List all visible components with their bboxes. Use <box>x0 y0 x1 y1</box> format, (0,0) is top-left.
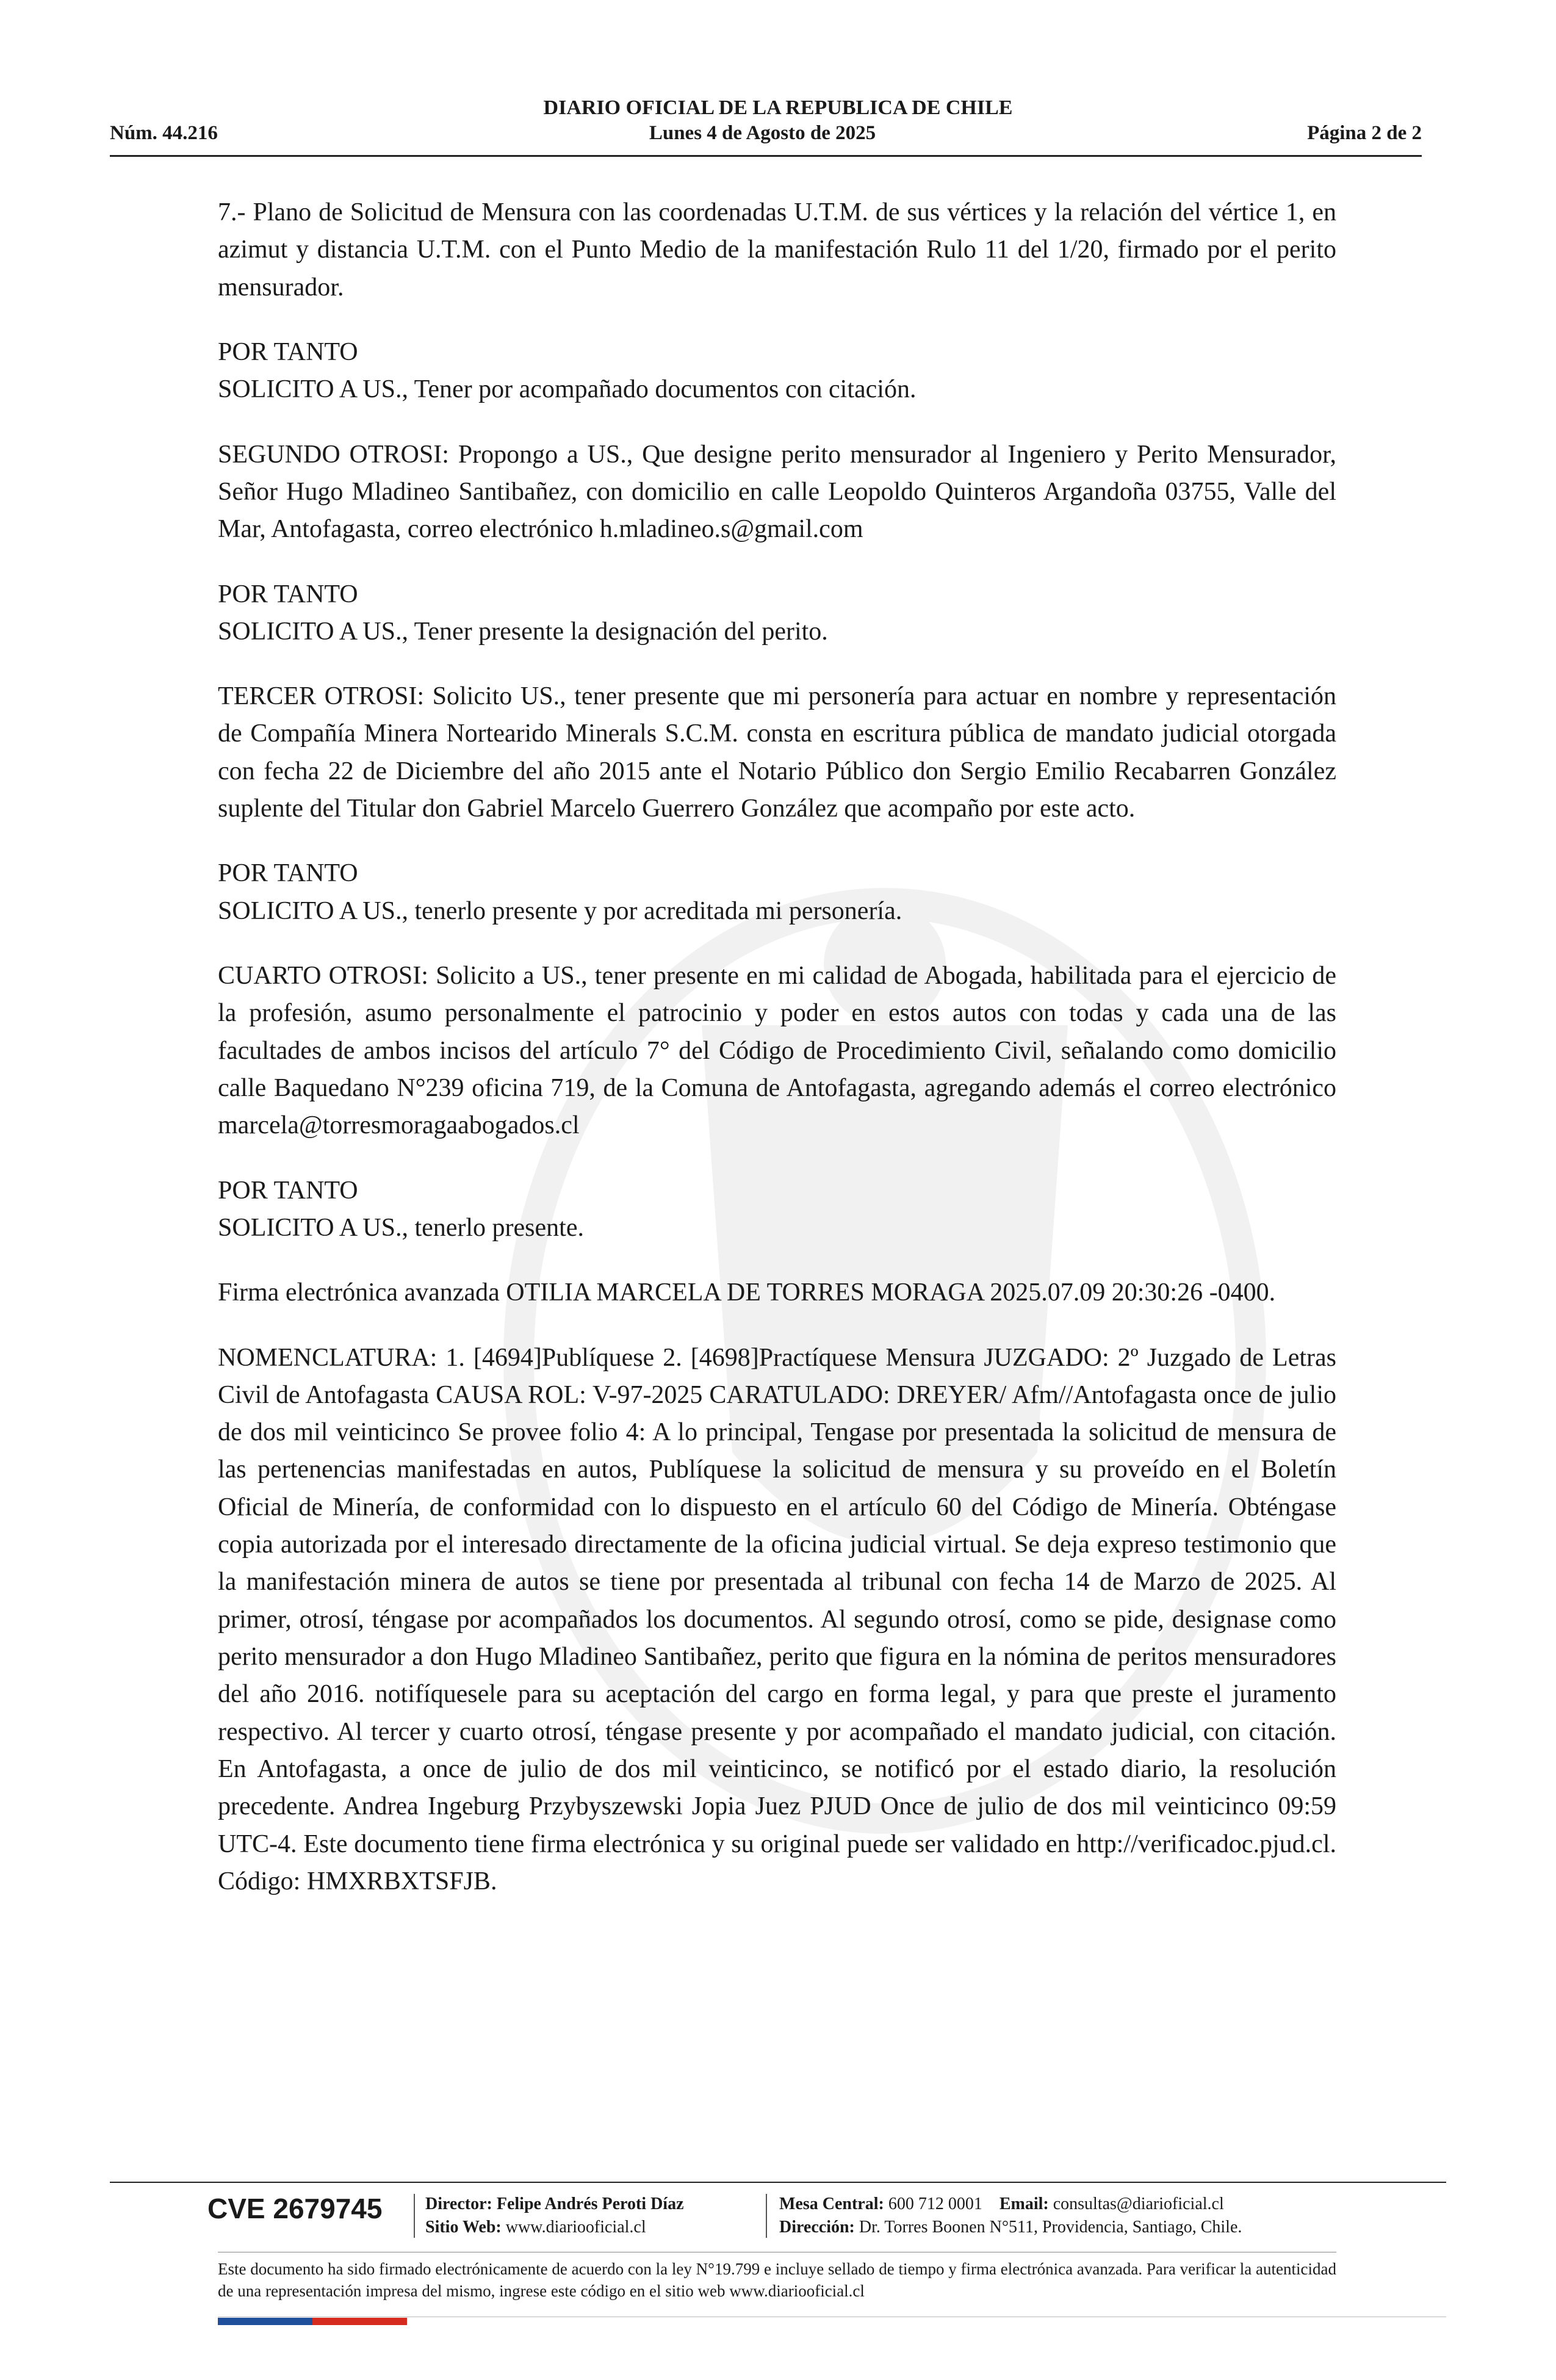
website-label: Sitio Web: <box>425 2218 502 2237</box>
address-value: Dr. Torres Boonen N°511, Providencia, Santiago, Chile. <box>859 2218 1242 2237</box>
chile-flag-stripe <box>218 2318 407 2325</box>
paragraph-segundo-otrosi: SEGUNDO OTROSI: Propongo a US., Que designe perito mensurador al Ingeniero y Perito Mensurador, Señor Hugo Mladineo Santibañez, con domicilio en calle Leopoldo Quinteros Argandoña 03755, Valle del Mar, Antofagasta, correo electrónico h.mladineo.s@gmail.com <box>218 440 1336 544</box>
paragraph-tercer-otrosi: TERCER OTROSI: Solicito US., tener presente que mi personería para actuar en nombre y representación de Compañía Minera Nortearido Minerals S.C.M. consta en escritura pública de mandato judicial otorgada con fecha 22 de Diciembre del año 2015 ante el Notario Público don Sergio Emilio Recabarren González suplente del Titular don Gabriel Marcelo Guerrero González que acompaño por este acto. <box>218 682 1336 823</box>
solicito-1: SOLICITO A US., Tener por acompañado documentos con citación. <box>218 375 917 404</box>
address-label: Dirección: <box>779 2218 855 2237</box>
footer-separator <box>766 2194 767 2238</box>
solicito-4: SOLICITO A US., tenerlo presente. <box>218 1213 584 1242</box>
flag-blue-stripe <box>218 2318 312 2325</box>
website-link[interactable]: www.diariooficial.cl <box>505 2218 646 2237</box>
por-tanto-4: POR TANTO <box>218 1176 358 1205</box>
header-divider <box>110 155 1422 157</box>
email-label: Email: <box>999 2194 1049 2213</box>
por-tanto-2: POR TANTO <box>218 580 358 608</box>
por-tanto-1: POR TANTO <box>218 337 358 366</box>
footer-divider <box>110 2182 1446 2183</box>
electronic-signature: Firma electrónica avanzada OTILIA MARCELA DE TORRES MORAGA 2025.07.09 20:30:26 -0400. <box>218 1278 1276 1307</box>
issue-number: Núm. 44.216 <box>110 122 218 144</box>
flag-red-stripe <box>312 2318 407 2325</box>
page-indicator: Página 2 de 2 <box>1307 122 1422 144</box>
director-label: Director: <box>425 2194 492 2213</box>
paragraph-item-7: 7.- Plano de Solicitud de Mensura con las coordenadas U.T.M. de sus vértices y la relación del vértice 1, en azimut y distancia U.T.M. con el Punto Medio de la manifestación Rulo 11 del 1/20, firmado por el perito mensurador. <box>218 198 1336 301</box>
director-name: Felipe Andrés Peroti Díaz <box>496 2194 684 2213</box>
mesa-central-label: Mesa Central: <box>779 2194 884 2213</box>
solicito-3: SOLICITO A US., tenerlo presente y por acreditada mi personería. <box>218 896 902 925</box>
newspaper-title: DIARIO OFICIAL DE LA REPUBLICA DE CHILE <box>543 96 1013 119</box>
email-link[interactable]: consultas@diarioficial.cl <box>1053 2194 1224 2213</box>
por-tanto-3: POR TANTO <box>218 859 358 888</box>
solicito-2: SOLICITO A US., Tener presente la designación del perito. <box>218 617 828 646</box>
footer-contact-block <box>779 2193 1242 2239</box>
footer-director-block <box>425 2193 684 2239</box>
paragraph-cuarto-otrosi: CUARTO OTROSI: Solicito a US., tener presente en mi calidad de Abogada, habilitada para el ejercicio de la profesión, asumo personalmente el patrocinio y poder en estos autos con todas y cada una de las facultades de ambos incisos del artículo 7° del Código de Procedimiento Civil, señalando como domicilio calle Baquedano N°239 oficina 719, de la Comuna de Antofagasta, agregando además el correo electrónico marcela@torresmoragaabogados.cl <box>218 962 1336 1140</box>
header-row <box>110 122 1422 145</box>
document-body <box>218 194 1336 1928</box>
issue-date: Lunes 4 de Agosto de 2025 <box>649 122 876 144</box>
mesa-central-phone: 600 712 0001 <box>888 2194 982 2213</box>
cve-code: CVE 2679745 <box>207 2193 383 2224</box>
paragraph-nomenclatura: NOMENCLATURA: 1. [4694]Publíquese 2. [4698]Practíquese Mensura JUZGADO: 2º Juzgado de Letras Civil de Antofagasta CAUSA ROL: V-97-2025 CARATULADO: DREYER/ Afm//Antofagasta once de julio de dos mil veinticinco Se provee folio 4: A lo principal, Tengase por presentada la solicitud de mensura de las pertenencias manifestadas en autos, Publíquese la solicitud de mensura y su proveído en el Boletín Oficial de Minería, de conformidad con lo dispuesto en el artículo 60 del Código de Minería. Obténgase copia autorizada por el interesado directamente de la oficina judicial virtual. Se deja expreso testimonio que la manifestación minera de autos se tiene por presentada al tribunal con fecha 14 de Marzo de 2025. Al primer, otrosí, téngase por acompañados los documentos. Al segundo otrosí, como se pide, designase como perito mensurador a don Hugo Mladineo Santibañez, perito que figura en la nómina de peritos mensuradores del año 2016. notifíquesele para su aceptación del cargo en forma legal, y para que preste el juramento respectivo. Al tercer y cuarto otrosí, téngase presente y por acompañado el mandato judicial, con citación. En Antofagasta, a once de julio de dos mil veinticinco, se notificó por el estado diario, la resolución precedente. Andrea Ingeburg Przybyszewski Jopia Juez PJUD Once de julio de dos mil veinticinco 09:59 UTC-4. Este documento tiene firma electrónica y su original puede ser validado en http://verificadoc.pjud.cl. Código: HMXRBXTSFJB. <box>218 1343 1336 1895</box>
footer-separator <box>414 2194 415 2238</box>
verification-disclaimer: Este documento ha sido firmado electrónicamente de acuerdo con la ley N°19.799 e incluye sellado de tiempo y firma electrónica avanzada. Para verificar la autenticidad de una representación impresa del mismo, ingrese este código en el sitio web www.diariooficial.cl <box>218 2260 1336 2300</box>
